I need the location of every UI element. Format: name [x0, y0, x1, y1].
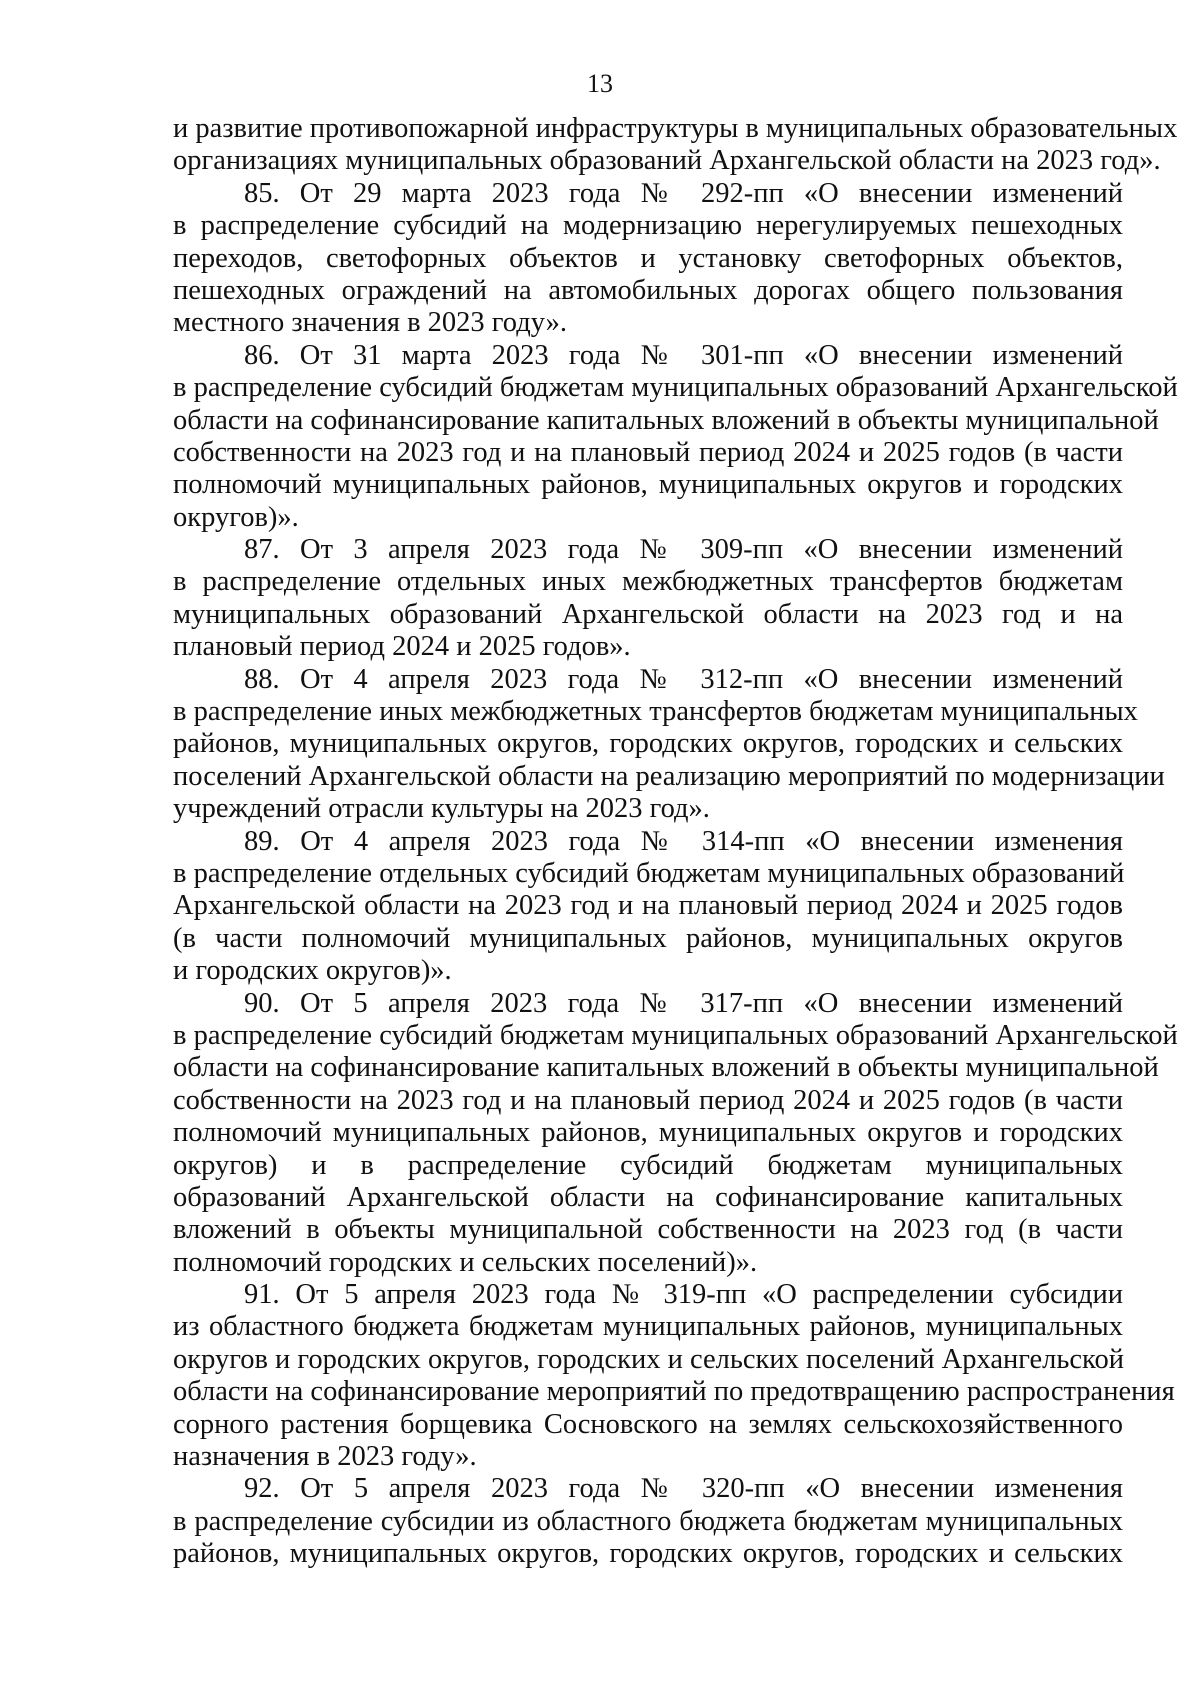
text-line: 87. От 3 апреля 2023 года № 309-пп «О внесении изменений: [244, 534, 1123, 566]
paragraph: [173, 826, 1123, 988]
text-line: 88. От 4 апреля 2023 года № 312-пп «О внесении изменений: [244, 663, 1123, 695]
text-line: собственности на 2023 год и на плановый период 2024 и 2025 годов (в части: [173, 436, 1123, 468]
text-line: муниципальных образований Архангельской области на 2023 год и на: [173, 598, 1123, 630]
text-line: плановый период 2024 и 2025 годов».: [173, 631, 631, 663]
text-line: переходов, светофорных объектов и установку светофорных объектов,: [173, 242, 1123, 274]
paragraph: [173, 178, 1123, 340]
paragraph: [173, 339, 1178, 534]
text-line: области на софинансирование капитальных вложений в объекты муниципальной: [173, 1052, 1159, 1084]
text-line: организациях муниципальных образований Архангельской области на 2023 год».: [173, 145, 1161, 177]
text-line: 85. От 29 марта 2023 года № 292-пп «О внесении изменений: [244, 177, 1123, 209]
text-line: полномочий муниципальных районов, муниципальных округов и городских: [173, 1117, 1123, 1149]
text-line: Архангельской области на 2023 год и на плановый период 2024 и 2025 годов: [173, 890, 1123, 922]
text-line: собственности на 2023 год и на плановый период 2024 и 2025 годов (в части: [173, 1084, 1123, 1116]
text-line: и городских округов)».: [173, 955, 452, 987]
text-line: 91. От 5 апреля 2023 года № 319-пп «О распределении субсидии: [244, 1279, 1123, 1311]
paragraph: [173, 663, 1165, 826]
text-line: области на софинансирование капитальных вложений в объекты муниципальной: [173, 404, 1159, 436]
text-line: в распределение иных межбюджетных трансфертов бюджетам муниципальных: [173, 696, 1138, 728]
document-body: [173, 113, 1178, 1571]
text-line: вложений в объекты муниципальной собственности на 2023 год (в части: [173, 1214, 1123, 1246]
text-line: и развитие противопожарной инфраструктуры в муниципальных образовательных: [173, 113, 1178, 144]
text-line: 92. От 5 апреля 2023 года № 320-пп «О внесении изменения: [244, 1473, 1123, 1505]
text-line: районов, муниципальных округов, городских округов, городских и сельских: [173, 728, 1123, 760]
text-line: округов)».: [173, 501, 299, 533]
text-line: местного значения в 2023 году».: [173, 307, 568, 339]
paragraph: [173, 1473, 1123, 1570]
text-line: 90. От 5 апреля 2023 года № 317-пп «О внесении изменений: [244, 987, 1123, 1019]
text-line: в распределение субсидий бюджетам муниципальных образований Архангельской: [173, 372, 1178, 404]
text-line: учреждений отрасли культуры на 2023 год».: [173, 793, 710, 825]
text-line: в распределение отдельных субсидий бюджетам муниципальных образований: [173, 857, 1125, 889]
text-line: полномочий муниципальных районов, муниципальных округов и городских: [173, 469, 1123, 501]
text-line: (в части полномочий муниципальных районов, муниципальных округов: [173, 922, 1123, 954]
paragraph: [173, 113, 1178, 178]
text-line: сорного растения борщевика Сосновского на землях сельскохозяйственного: [173, 1408, 1123, 1440]
text-line: 86. От 31 марта 2023 года № 301-пп «О внесении изменений: [244, 339, 1123, 371]
text-line: назначения в 2023 году».: [173, 1441, 477, 1473]
text-line: 89. От 4 апреля 2023 года № 314-пп «О внесении изменения: [244, 825, 1123, 857]
text-line: округов) и в распределение субсидий бюджетам муниципальных: [173, 1149, 1123, 1181]
text-line: пешеходных ограждений на автомобильных дорогах общего пользования: [173, 274, 1123, 306]
page-number: 13: [587, 69, 613, 98]
text-line: районов, муниципальных округов, городских округов, городских и сельских: [173, 1538, 1123, 1570]
paragraph: [173, 987, 1178, 1280]
text-line: полномочий городских и сельских поселений)».: [173, 1246, 758, 1278]
text-line: округов и городских округов, городских и сельских поселений Архангельской: [173, 1343, 1124, 1375]
text-line: в распределение субсидии из областного бюджета бюджетам муниципальных: [173, 1505, 1123, 1537]
paragraph: [173, 1279, 1175, 1473]
text-line: поселений Архангельской области на реализацию мероприятий по модернизации: [173, 760, 1165, 792]
text-line: из областного бюджета бюджетам муниципальных районов, муниципальных: [173, 1311, 1123, 1343]
text-line: образований Архангельской области на софинансирование капитальных: [173, 1181, 1123, 1213]
text-line: области на софинансирование мероприятий по предотвращению распространения: [173, 1376, 1175, 1408]
text-line: в распределение отдельных иных межбюджетных трансфертов бюджетам: [173, 566, 1123, 598]
paragraph: [173, 534, 1123, 664]
text-line: в распределение субсидий бюджетам муниципальных образований Архангельской: [173, 1019, 1178, 1051]
text-line: в распределение субсидий на модернизацию нерегулируемых пешеходных: [173, 210, 1123, 242]
